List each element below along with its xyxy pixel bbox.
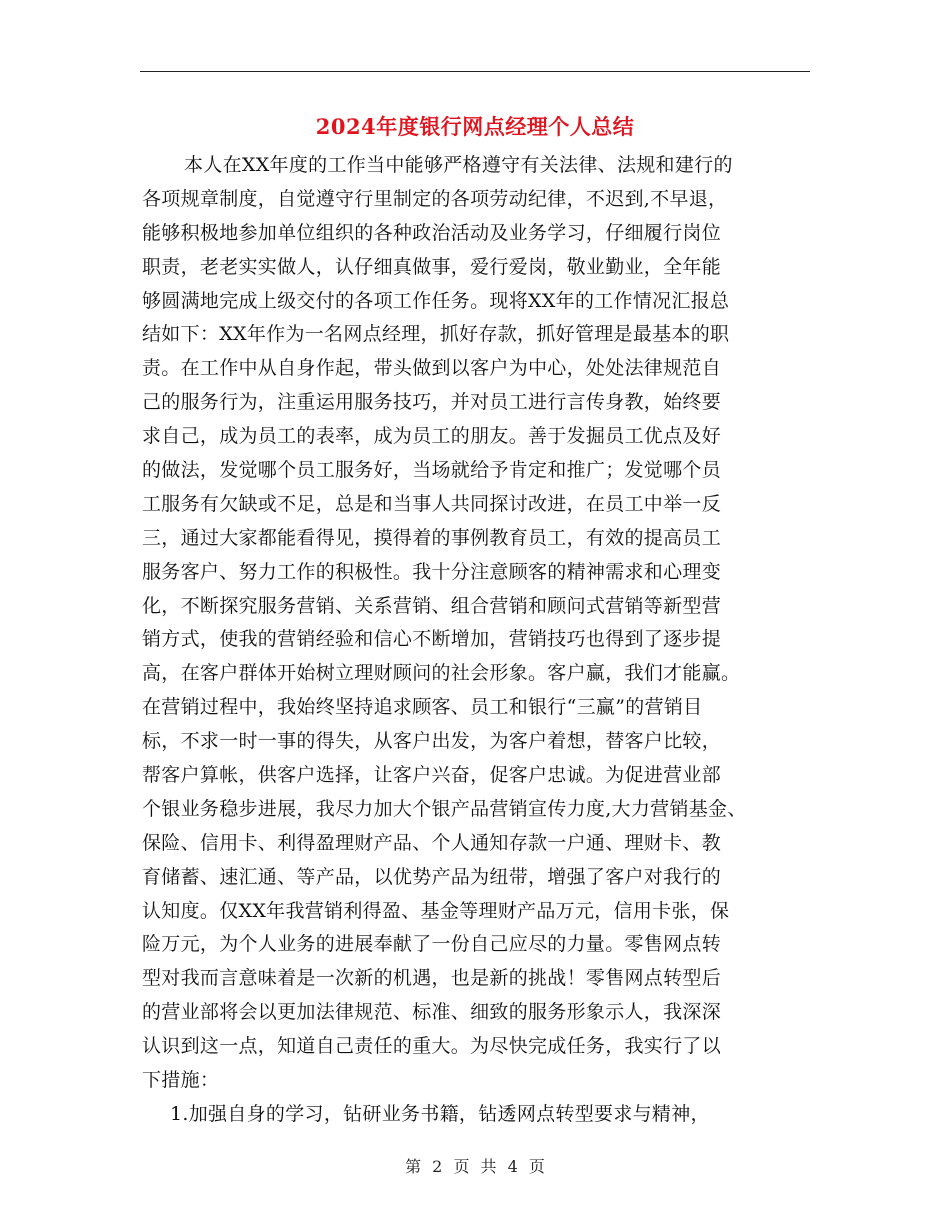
body-line: 的做法，发觉哪个员工服务好，当场就给予肯定和推广；发觉哪个员: [142, 459, 722, 482]
body-line: 己的服务行为，注重运用服务技巧，并对员工进行言传身教，始终要: [142, 391, 722, 414]
body-line: 求自己，成为员工的表率，成为员工的朋友。善于发掘员工优点及好: [142, 425, 722, 448]
body-line: 认识到这一点，知道自己责任的重大。为尽快完成任务，我实行了以: [142, 1035, 722, 1058]
body-line: 工服务有欠缺或不足，总是和当事人共同探讨改进，在员工中举一反: [142, 492, 722, 515]
body-line: 服务客户、努力工作的积极性。我十分注意顾客的精神需求和心理变: [142, 560, 722, 583]
document-title: 2024年度银行网点经理个人总结: [315, 114, 635, 139]
body-line: 本人在XX年度的工作当中能够严格遵守有关法律、法规和建行的: [184, 154, 733, 176]
body-line: 销方式，使我的营销经验和信心不断增加，营销技巧也得到了逐步提: [142, 628, 722, 651]
body-line: 在营销过程中，我始终坚持追求顾客、员工和银行“三赢”的营销目: [142, 696, 703, 719]
body-line: 认知度。仅XX年我营销利得盈、基金等理财产品万元，信用卡张，保: [142, 899, 730, 922]
body-line: 保险、信用卡、利得盈理财产品、个人通知存款一户通、理财卡、教: [142, 831, 722, 854]
body-line: 各项规章制度，自觉遵守行里制定的各项劳动纪律，不迟到,不早退，: [142, 187, 728, 210]
body-line: 能够积极地参加单位组织的各种政治活动及业务学习，仔细履行岗位: [142, 221, 722, 244]
body-line: 高，在客户群体开始树立理财顾问的社会形象。客户赢，我们才能赢。: [142, 662, 741, 685]
numbered-item-1: 1.加强自身的学习，钻研业务书籍，钻透网点转型要求与精神，: [170, 1102, 710, 1125]
body-line: 化，不断探究服务营销、关系营销、组合营销和顾问式营销等新型营: [142, 594, 722, 617]
body-line: 够圆满地完成上级交付的各项工作任务。现将XX年的工作情况汇报总: [142, 289, 730, 312]
document-body: [142, 149, 842, 1132]
body-line: 险万元，为个人业务的进展奉献了一份自己应尽的力量。零售网点转: [142, 933, 722, 956]
body-line: 职责，老老实实做人，认仔细真做事，爱行爱岗，敬业勤业，全年能: [142, 255, 722, 278]
body-line: 的营业部将会以更加法律规范、标准、细致的服务形象示人，我深深: [142, 1001, 722, 1024]
body-line: 结如下：XX年作为一名网点经理，抓好存款，抓好管理是最基本的职: [142, 323, 730, 346]
body-line: 育储蓄、速汇通、等产品，以优势产品为纽带，增强了客户对我行的: [142, 865, 722, 888]
body-line: 三，通过大家都能看得见，摸得着的事例教育员工，有效的提高员工: [142, 526, 722, 549]
body-line: 责。在工作中从自身作起，带头做到以客户为中心，处处法律规范自: [142, 357, 722, 380]
page-footer: 第 2 页 共 4 页: [405, 1157, 545, 1176]
body-line: 下措施：: [142, 1069, 220, 1092]
header-rule: [140, 71, 810, 72]
body-line: 标，不求一时一事的得失，从客户出发，为客户着想，替客户比较，: [142, 730, 722, 753]
body-line: 个银业务稳步进展，我尽力加大个银产品营销宣传力度,大力营销基金、: [142, 797, 747, 820]
body-line: 型对我而言意味着是一次新的机遇，也是新的挑战！零售网点转型后: [142, 967, 722, 990]
body-line: 帮客户算帐，供客户选择，让客户兴奋，促客户忠诚。为促进营业部: [142, 764, 722, 787]
